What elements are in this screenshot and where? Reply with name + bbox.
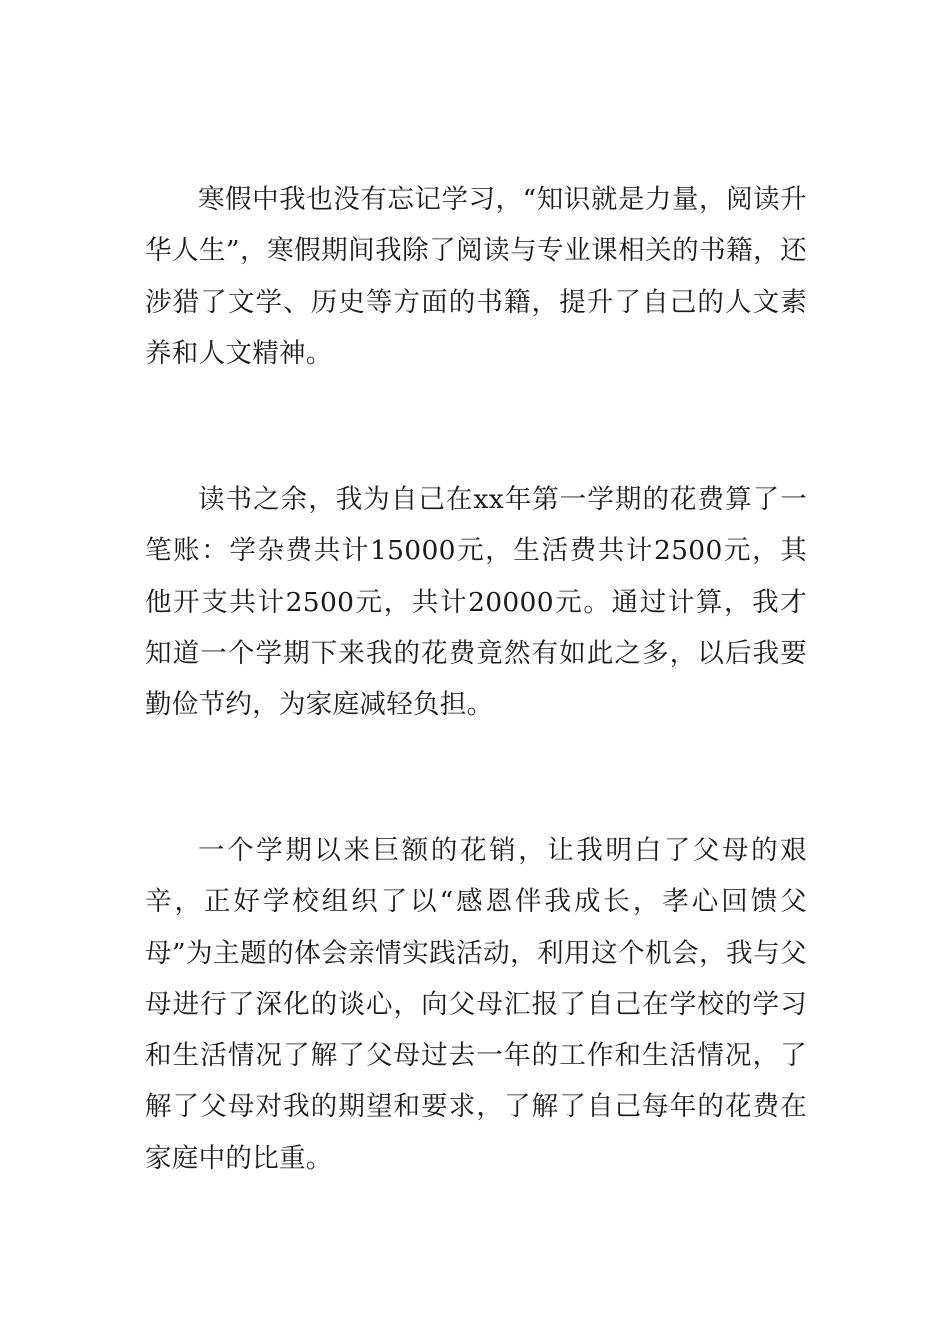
paragraph-expense-account: 读书之余，我为自己在xx年第一学期的花费算了一笔账：学杂费共计15000元，生活费共计2500元，其他开支共计2500元，共计20000元。通过计算，我才知道一个学期下来我的花费竟然有如此之多，以后我要勤俭节约，为家庭减轻负担。 <box>145 484 807 721</box>
paragraph-winter-study: 寒假中我也没有忘记学习，“知识就是力量，阅读升华人生”，寒假期间我除了阅读与专业课相关的书籍，还涉猎了文学、历史等方面的书籍，提升了自己的人文素养和人文精神。 <box>145 184 807 369</box>
paragraph-parents-gratitude: 一个学期以来巨额的花销，让我明白了父母的艰辛，正好学校组织了以“感恩伴我成长，孝心回馈父母”为主题的体会亲情实践活动，利用这个机会，我与父母进行了深化的谈心，向父母汇报了自己在学校的学习和生活情况了解了父母过去一年的工作和生活情况，了解了父母对我的期望和要求，了解了自己每年的花费在家庭中的比重。 <box>145 835 807 1174</box>
